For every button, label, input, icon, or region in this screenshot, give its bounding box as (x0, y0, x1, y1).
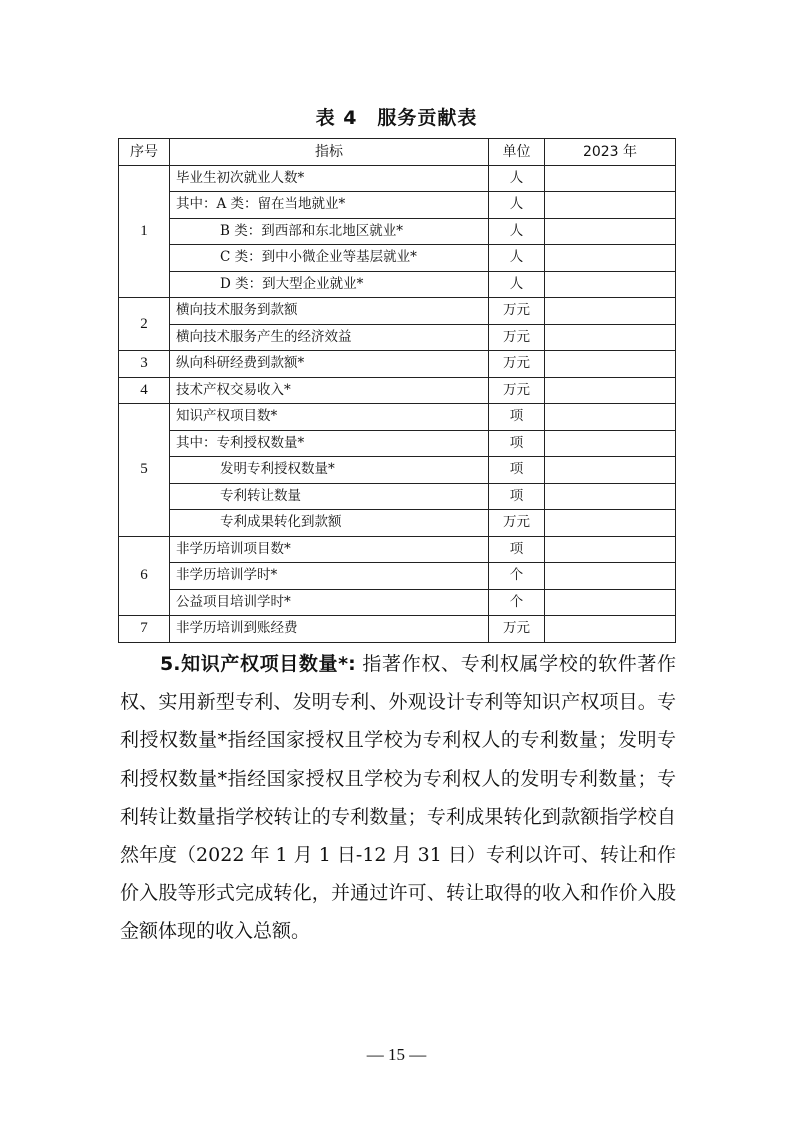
indicator-cell: B 类：到西部和东北地区就业* (170, 218, 489, 245)
value-cell-2023[interactable] (545, 271, 676, 298)
body-paragraph (120, 645, 676, 951)
indicator-cell: 非学历培训学时* (170, 563, 489, 590)
unit-cell: 项 (489, 404, 545, 431)
value-cell-2023[interactable] (545, 298, 676, 325)
value-cell-2023[interactable] (545, 404, 676, 431)
paragraph-body: 指著作权、专利权属学校的软件著作权、实用新型专利、发明专利、外观设计专利等知识产权项目。专利授权数量*指经国家授权且学校为专利权人的专利数量；发明专利授权数量*指经国家授权且学校为专利权人的发明专利数量；专利转让数量指学校转让的专利数量；专利成果转化到款额指学校自然年度（2022 年 1 月 1 日-12 月 31 日）专利以许可、转让和作价入股等形式完成转化，并通过许可、转让取得的收入和作价入股金额体现的收入总额。 (120, 653, 676, 943)
unit-cell: 人 (489, 165, 545, 192)
unit-cell: 人 (489, 245, 545, 272)
unit-cell: 人 (489, 271, 545, 298)
row-number: 6 (119, 536, 170, 616)
unit-cell: 万元 (489, 616, 545, 643)
paragraph-lead: 5.知识产权项目数量*: (160, 653, 356, 675)
indicator-cell: 其中：专利授权数量* (170, 430, 489, 457)
value-cell-2023[interactable] (545, 377, 676, 404)
value-cell-2023[interactable] (545, 245, 676, 272)
value-cell-2023[interactable] (545, 563, 676, 590)
table-row (119, 510, 676, 537)
row-number: 4 (119, 377, 170, 404)
table-row (119, 351, 676, 378)
indicator-cell: 知识产权项目数* (170, 404, 489, 431)
value-cell-2023[interactable] (545, 165, 676, 192)
unit-cell: 万元 (489, 324, 545, 351)
indicator-cell: 纵向科研经费到款额* (170, 351, 489, 378)
indicator-cell: 技术产权交易收入* (170, 377, 489, 404)
table-title: 表 4 服务贡献表 (315, 107, 478, 129)
value-cell-2023[interactable] (545, 430, 676, 457)
unit-cell: 个 (489, 589, 545, 616)
table-row (119, 616, 676, 643)
row-number: 3 (119, 351, 170, 378)
row-number: 1 (119, 165, 170, 298)
table-body (119, 165, 676, 642)
table-row (119, 589, 676, 616)
table-row (119, 324, 676, 351)
table-row (119, 298, 676, 325)
header-year: 2023 年 (545, 139, 676, 166)
unit-cell: 项 (489, 457, 545, 484)
value-cell-2023[interactable] (545, 192, 676, 219)
table-row (119, 192, 676, 219)
value-cell-2023[interactable] (545, 218, 676, 245)
indicator-cell: 非学历培训到账经费 (170, 616, 489, 643)
indicator-cell: 横向技术服务产生的经济效益 (170, 324, 489, 351)
value-cell-2023[interactable] (545, 616, 676, 643)
value-cell-2023[interactable] (545, 510, 676, 537)
row-number: 2 (119, 298, 170, 351)
table-row (119, 404, 676, 431)
table-row (119, 430, 676, 457)
indicator-cell: 专利转让数量 (170, 483, 489, 510)
indicator-cell: 非学历培训项目数* (170, 536, 489, 563)
table-row (119, 165, 676, 192)
indicator-cell: 毕业生初次就业人数* (170, 165, 489, 192)
value-cell-2023[interactable] (545, 536, 676, 563)
service-contribution-table (118, 138, 676, 643)
page-number: — 15 — (366, 1045, 427, 1064)
unit-cell: 万元 (489, 351, 545, 378)
row-number: 5 (119, 404, 170, 537)
unit-cell: 项 (489, 483, 545, 510)
unit-cell: 万元 (489, 298, 545, 325)
unit-cell: 万元 (489, 510, 545, 537)
table-row (119, 377, 676, 404)
header-no: 序号 (119, 139, 170, 166)
unit-cell: 项 (489, 536, 545, 563)
table-row (119, 483, 676, 510)
table-header-row (119, 139, 676, 166)
indicator-cell: 横向技术服务到款额 (170, 298, 489, 325)
table-row (119, 245, 676, 272)
indicator-cell: 公益项目培训学时* (170, 589, 489, 616)
unit-cell: 人 (489, 192, 545, 219)
value-cell-2023[interactable] (545, 589, 676, 616)
table-row (119, 563, 676, 590)
indicator-cell: D 类：到大型企业就业* (170, 271, 489, 298)
unit-cell: 人 (489, 218, 545, 245)
indicator-cell: 专利成果转化到款额 (170, 510, 489, 537)
indicator-cell: 其中：A 类：留在当地就业* (170, 192, 489, 219)
value-cell-2023[interactable] (545, 351, 676, 378)
indicator-cell: C 类：到中小微企业等基层就业* (170, 245, 489, 272)
header-indicator: 指标 (170, 139, 489, 166)
header-unit: 单位 (489, 139, 545, 166)
unit-cell: 万元 (489, 377, 545, 404)
table-row (119, 271, 676, 298)
value-cell-2023[interactable] (545, 324, 676, 351)
table-row (119, 536, 676, 563)
value-cell-2023[interactable] (545, 457, 676, 484)
indicator-cell: 发明专利授权数量* (170, 457, 489, 484)
table-row (119, 218, 676, 245)
row-number: 7 (119, 616, 170, 643)
table-row (119, 457, 676, 484)
unit-cell: 个 (489, 563, 545, 590)
unit-cell: 项 (489, 430, 545, 457)
value-cell-2023[interactable] (545, 483, 676, 510)
